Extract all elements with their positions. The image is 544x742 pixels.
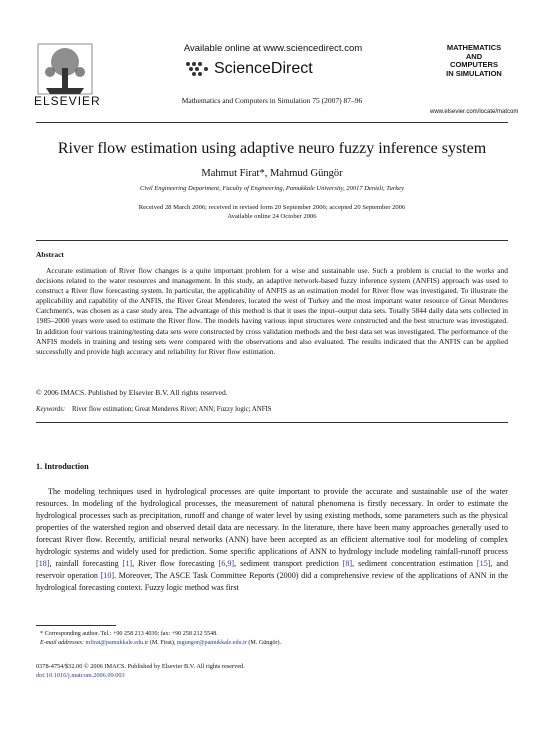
- intro-text: , sediment transport prediction: [234, 559, 343, 568]
- abstract-bottom-divider: [36, 422, 508, 423]
- journal-badge-line: COMPUTERS: [450, 60, 498, 69]
- keywords-label: Keywords:: [36, 406, 66, 413]
- elsevier-tree-logo: [36, 42, 94, 102]
- intro-text: , rainfall forecasting: [49, 559, 123, 568]
- email-name-2: (M. Güngör).: [246, 640, 282, 646]
- introduction-body: [36, 486, 508, 594]
- abstract-copyright: © 2006 IMACS. Published by Elsevier B.V. All rights reserved.: [36, 388, 228, 397]
- keywords-line: [36, 406, 508, 413]
- available-online-text: Available online at www.sciencedirect.com: [183, 43, 363, 54]
- article-dates: [0, 203, 544, 221]
- intro-text: . Moreover, The ASCE Task Committee Reports (2000) did a comprehensive review of the applications of ANN in the hydrological forecasting context. Fuzzy logic method was first: [36, 571, 509, 592]
- abstract-text: Accurate estimation of River flow changes is a quite important problem for a wise and sustainable use. Such a problem is crucial to the works and decisions related to the water resources and management. In this study, an adaptive network-based fuzzy inference system (ANFIS) approach was used to construct a River flow forecasting system. In particular, the applicability of ANFIS as an estimation model for River flow was investigated. To illustrate the applicability and capability of the ANFIS, the River Great Menderes, located the west of Turkey and the most important water resource of Great Menderes Catchment's, was chosen as a case study area. The advantage of this method is that it uses the input–output data sets. Totally 5844 daily data sets collected in 1985–2000 years were used to estimate the River flow. The models having various input structures were constructed and the best structure was investigated. In addition four various training/testing data sets were constructed by cross validation methods and the best data set was investigated. The performance of the ANFIS models in training and testing sets were compared with the observations and also evaluated. The results indicated that the ANFIS can be applied successfully and provide high accuracy and reliability for River flow estimation.: [36, 266, 508, 356]
- citation-link[interactable]: [6,9]: [218, 559, 235, 568]
- publisher-name: ELSEVIER: [34, 94, 101, 108]
- journal-badge-line: MATHEMATICS: [446, 43, 502, 52]
- abstract-body: [36, 266, 508, 357]
- introduction-paragraph: [36, 486, 508, 594]
- sciencedirect-wordmark: ScienceDirect: [214, 60, 313, 77]
- author-list: [0, 168, 544, 179]
- journal-website-link[interactable]: www.elsevier.com/locate/matcom: [430, 109, 519, 115]
- email-note: [36, 639, 508, 648]
- received-dates: Received 28 March 2006; received in revised form 20 September 2006; accepted 20 September 2006: [138, 204, 406, 211]
- article-title: River flow estimation using adaptive neuro fuzzy inference system: [57, 140, 487, 157]
- email-link-1[interactable]: mfirat@pamukkale.edu.tr: [85, 640, 149, 646]
- keywords-list: River flow estimation; Great Menderes River; ANN; Fuzzy logic; ANFIS: [72, 406, 272, 413]
- header-divider: [36, 122, 508, 123]
- intro-text: , and reservoir operation: [36, 559, 509, 580]
- intro-text: The modeling techniques used in hydrological processes are quite important to provide the accurate and sustainable use of the water resources. In modeling of the hydrological processes, the measurement of natural phenomena is firstly necessary. In order to estimate the hydrological processes such as precipitation, runoff and change of water level by using existing methods, some parameters such as the physical properties of the watershed region and observed detail data are necessary. In the literature, there have been many approaches generally used to forecast River flow. Recently, artificial neural networks (ANN) have been accepted as an efficient alternative tool for modeling of complex hydrologic systems and widely used for prediction. Some specific applications of ANN to hydrology include modeling rainfall-runoff process: [36, 487, 508, 556]
- footnote: [36, 630, 508, 648]
- citation-link[interactable]: [1]: [122, 559, 133, 568]
- author-affiliation: Civil Engineering Department, Faculty of Engineering, Pamukkale University, 20017 Denizli, Turkey: [140, 185, 404, 192]
- journal-badge-line: AND: [465, 51, 483, 61]
- citation-link[interactable]: [8]: [342, 559, 353, 568]
- available-date: Available online 24 October 2006: [227, 213, 317, 220]
- abstract-heading: Abstract: [36, 250, 64, 259]
- footnote-rule: [36, 625, 116, 626]
- citation-link[interactable]: [15]: [476, 559, 491, 568]
- journal-citation: Mathematics and Computers in Simulation 75 (2007) 87–96: [181, 96, 363, 105]
- journal-badge-line: IN SIMULATION: [446, 68, 502, 78]
- author-names: Mahmut Firat*, Mahmud Güngör: [201, 168, 343, 179]
- doi-link[interactable]: doi:10.1016/j.matcom.2006.09.003: [36, 672, 125, 679]
- corresponding-author-note: * Corresponding author. Tel.: +90 258 213 4030; fax: +90 258 212 5548.: [40, 631, 218, 637]
- email-label: E-mail addresses:: [40, 640, 84, 646]
- citation-link[interactable]: [18]: [36, 559, 50, 568]
- email-link-2[interactable]: mgungor@pamukkale.edu.tr: [176, 640, 247, 646]
- issn-line: 0378-4754/$32.00 © 2006 IMACS. Published by Elsevier B.V. All rights reserved.: [36, 663, 245, 670]
- email-name-1: (M. Firat),: [148, 640, 177, 646]
- abstract-top-divider: [36, 240, 508, 241]
- intro-text: , River flow forecasting: [132, 559, 219, 568]
- section-heading-introduction: 1. Introduction: [36, 462, 89, 471]
- intro-text: , sediment concentration estimation: [352, 559, 477, 568]
- publication-info: [36, 662, 245, 680]
- journal-badge: [436, 44, 512, 78]
- citation-link[interactable]: [10]: [100, 571, 115, 580]
